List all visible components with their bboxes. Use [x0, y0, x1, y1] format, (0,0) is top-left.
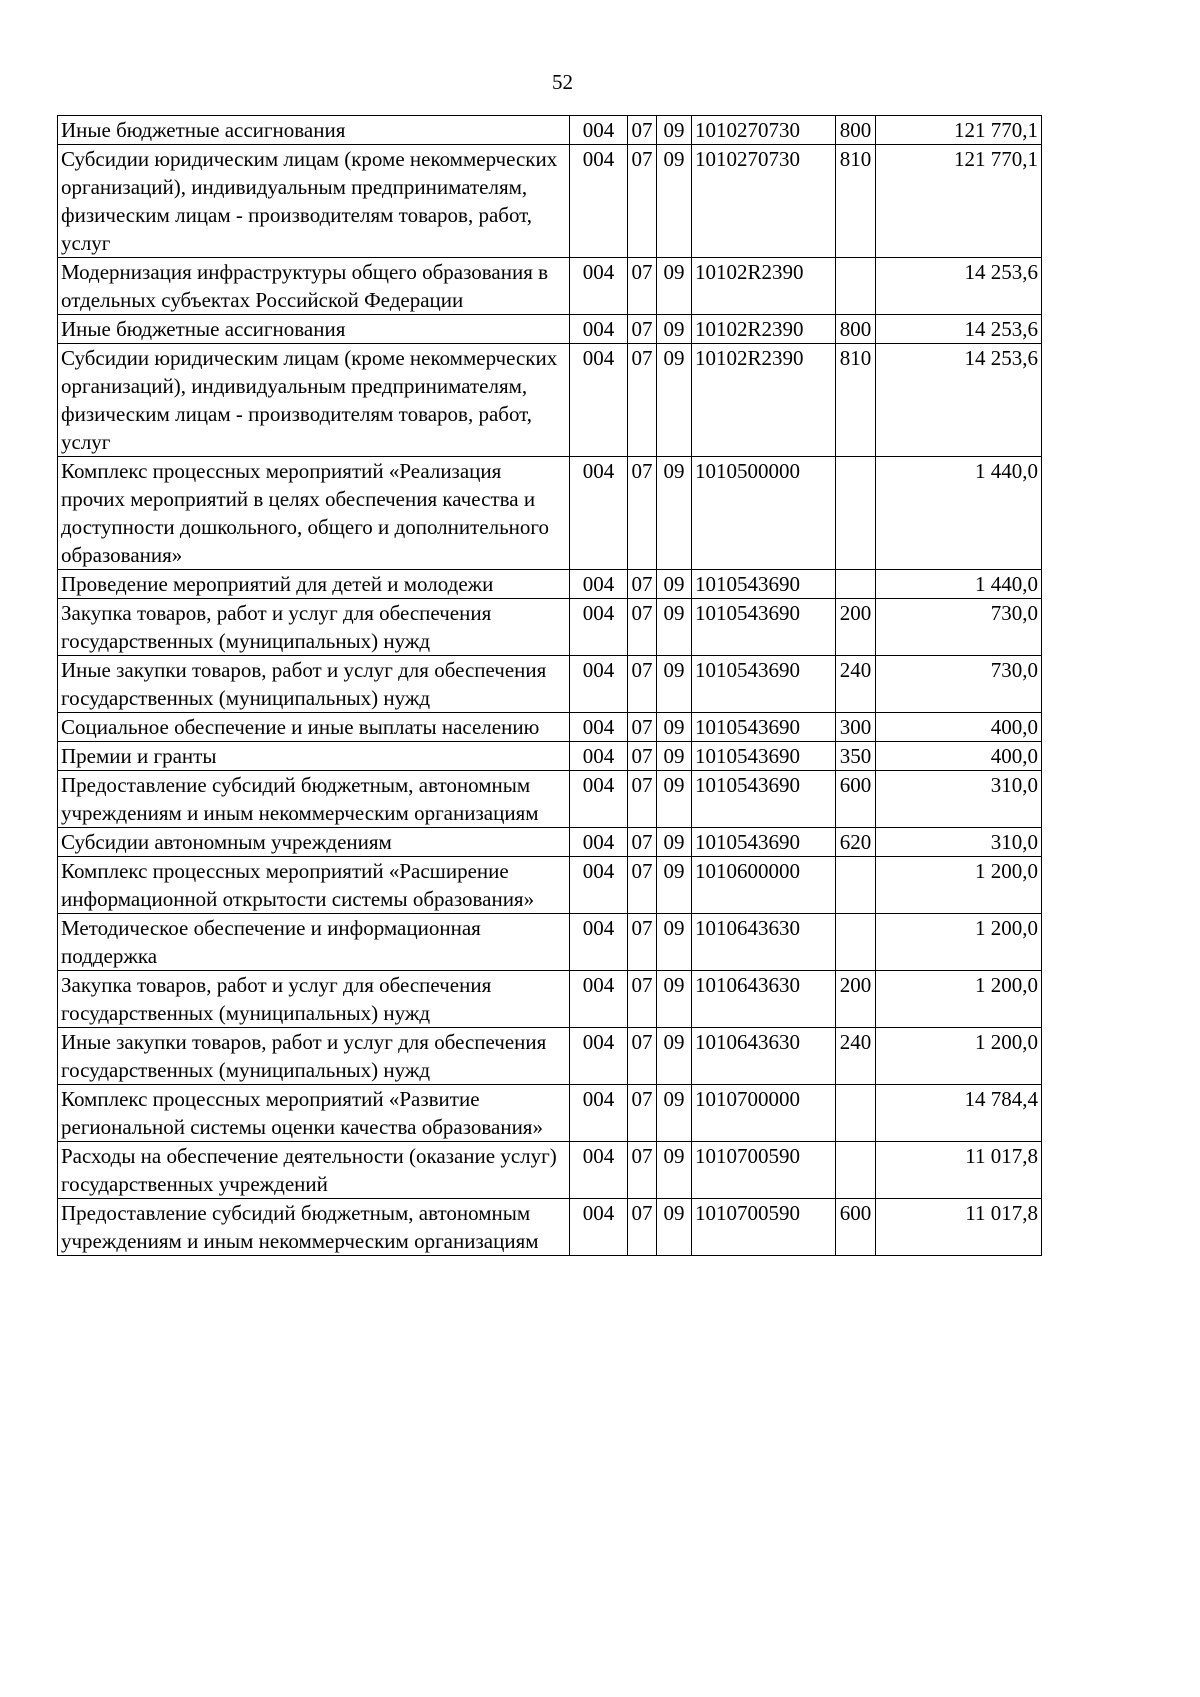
- row-name: Модернизация инфраструктуры общего образования в отдельных субъектах Российской Федерации: [58, 258, 570, 315]
- row-sum: 1 200,0: [876, 914, 1042, 971]
- row-csr: 1010700000: [692, 1085, 836, 1142]
- row-sum: 1 200,0: [876, 857, 1042, 914]
- table-row: [58, 971, 1042, 1028]
- row-pr: 09: [657, 742, 692, 771]
- row-ved: 004: [570, 457, 628, 570]
- row-csr: 1010600000: [692, 857, 836, 914]
- row-sum: 11 017,8: [876, 1199, 1042, 1256]
- row-sum: 14 253,6: [876, 315, 1042, 344]
- row-csr: 10102R2390: [692, 258, 836, 315]
- row-csr: 1010700590: [692, 1199, 836, 1256]
- row-rz: 07: [628, 857, 657, 914]
- row-sum: 730,0: [876, 656, 1042, 713]
- table-row: [58, 771, 1042, 828]
- row-vr: 240: [836, 1028, 876, 1085]
- row-vr: 810: [836, 344, 876, 457]
- row-ved: 004: [570, 828, 628, 857]
- row-name: Иные закупки товаров, работ и услуг для обеспечения государственных (муниципальных) нужд: [58, 656, 570, 713]
- row-pr: 09: [657, 828, 692, 857]
- row-pr: 09: [657, 713, 692, 742]
- row-name: Субсидии автономным учреждениям: [58, 828, 570, 857]
- budget-table: [57, 115, 1042, 1256]
- row-name: Комплекс процессных мероприятий «Реализация прочих мероприятий в целях обеспечения качества и доступности дошкольного, общего и дополнительного образования»: [58, 457, 570, 570]
- row-ved: 004: [570, 742, 628, 771]
- row-name: Методическое обеспечение и информационная поддержка: [58, 914, 570, 971]
- row-name: Закупка товаров, работ и услуг для обеспечения государственных (муниципальных) нужд: [58, 971, 570, 1028]
- row-rz: 07: [628, 116, 657, 145]
- row-sum: 400,0: [876, 742, 1042, 771]
- row-sum: 14 784,4: [876, 1085, 1042, 1142]
- row-csr: 1010543690: [692, 570, 836, 599]
- row-name: Иные закупки товаров, работ и услуг для обеспечения государственных (муниципальных) нужд: [58, 1028, 570, 1085]
- row-vr: 620: [836, 828, 876, 857]
- row-vr: [836, 857, 876, 914]
- row-vr: 200: [836, 599, 876, 656]
- row-pr: 09: [657, 570, 692, 599]
- row-rz: 07: [628, 771, 657, 828]
- table-row: [58, 258, 1042, 315]
- row-pr: 09: [657, 1085, 692, 1142]
- row-sum: 400,0: [876, 713, 1042, 742]
- row-rz: 07: [628, 599, 657, 656]
- page-number: 52: [552, 70, 573, 94]
- budget-table-body: [58, 116, 1042, 1256]
- row-pr: 09: [657, 771, 692, 828]
- row-vr: 800: [836, 116, 876, 145]
- table-row: [58, 315, 1042, 344]
- row-rz: 07: [628, 656, 657, 713]
- table-row: [58, 457, 1042, 570]
- row-vr: 350: [836, 742, 876, 771]
- table-row: [58, 145, 1042, 258]
- row-pr: 09: [657, 656, 692, 713]
- row-ved: 004: [570, 1085, 628, 1142]
- row-sum: 730,0: [876, 599, 1042, 656]
- row-name: Комплекс процессных мероприятий «Развитие региональной системы оценки качества образования»: [58, 1085, 570, 1142]
- row-name: Иные бюджетные ассигнования: [58, 116, 570, 145]
- row-csr: 1010270730: [692, 145, 836, 258]
- row-ved: 004: [570, 315, 628, 344]
- row-sum: 1 440,0: [876, 570, 1042, 599]
- row-sum: 310,0: [876, 828, 1042, 857]
- row-pr: 09: [657, 1142, 692, 1199]
- table-row: [58, 713, 1042, 742]
- row-vr: 600: [836, 771, 876, 828]
- row-ved: 004: [570, 771, 628, 828]
- row-name: Расходы на обеспечение деятельности (оказание услуг) государственных учреждений: [58, 1142, 570, 1199]
- row-name: Проведение мероприятий для детей и молодежи: [58, 570, 570, 599]
- table-row: [58, 1142, 1042, 1199]
- row-name: Субсидии юридическим лицам (кроме некоммерческих организаций), индивидуальным предпринимателям, физическим лицам - производителям товаров, работ, услуг: [58, 344, 570, 457]
- row-pr: 09: [657, 116, 692, 145]
- row-name: Субсидии юридическим лицам (кроме некоммерческих организаций), индивидуальным предпринимателям, физическим лицам - производителям товаров, работ, услуг: [58, 145, 570, 258]
- row-sum: 1 440,0: [876, 457, 1042, 570]
- row-sum: 11 017,8: [876, 1142, 1042, 1199]
- row-csr: 1010643630: [692, 1028, 836, 1085]
- row-ved: 004: [570, 258, 628, 315]
- row-sum: 1 200,0: [876, 971, 1042, 1028]
- row-sum: 14 253,6: [876, 344, 1042, 457]
- row-rz: 07: [628, 1085, 657, 1142]
- row-rz: 07: [628, 457, 657, 570]
- row-sum: 310,0: [876, 771, 1042, 828]
- row-rz: 07: [628, 344, 657, 457]
- table-row: [58, 656, 1042, 713]
- table-row: [58, 1085, 1042, 1142]
- table-row: [58, 344, 1042, 457]
- row-csr: 1010643630: [692, 914, 836, 971]
- row-name: Закупка товаров, работ и услуг для обеспечения государственных (муниципальных) нужд: [58, 599, 570, 656]
- row-name: Социальное обеспечение и иные выплаты населению: [58, 713, 570, 742]
- row-pr: 09: [657, 344, 692, 457]
- row-sum: 1 200,0: [876, 1028, 1042, 1085]
- row-ved: 004: [570, 857, 628, 914]
- row-vr: 800: [836, 315, 876, 344]
- table-row: [58, 1028, 1042, 1085]
- row-csr: 1010543690: [692, 771, 836, 828]
- row-ved: 004: [570, 116, 628, 145]
- row-rz: 07: [628, 570, 657, 599]
- row-vr: 300: [836, 713, 876, 742]
- row-ved: 004: [570, 570, 628, 599]
- row-csr: 1010700590: [692, 1142, 836, 1199]
- row-rz: 07: [628, 315, 657, 344]
- row-csr: 1010543690: [692, 656, 836, 713]
- row-pr: 09: [657, 599, 692, 656]
- row-ved: 004: [570, 145, 628, 258]
- row-sum: 121 770,1: [876, 145, 1042, 258]
- row-csr: 1010270730: [692, 116, 836, 145]
- row-ved: 004: [570, 344, 628, 457]
- row-vr: [836, 457, 876, 570]
- row-ved: 004: [570, 656, 628, 713]
- row-ved: 004: [570, 599, 628, 656]
- row-vr: 200: [836, 971, 876, 1028]
- row-vr: 600: [836, 1199, 876, 1256]
- row-csr: 1010543690: [692, 713, 836, 742]
- row-rz: 07: [628, 1199, 657, 1256]
- table-row: [58, 828, 1042, 857]
- table-row: [58, 914, 1042, 971]
- row-sum: 121 770,1: [876, 116, 1042, 145]
- row-vr: [836, 1142, 876, 1199]
- row-name: Иные бюджетные ассигнования: [58, 315, 570, 344]
- row-rz: 07: [628, 742, 657, 771]
- table-row: [58, 1199, 1042, 1256]
- row-rz: 07: [628, 258, 657, 315]
- row-pr: 09: [657, 914, 692, 971]
- row-csr: 10102R2390: [692, 344, 836, 457]
- row-ved: 004: [570, 1142, 628, 1199]
- row-rz: 07: [628, 1028, 657, 1085]
- row-vr: [836, 914, 876, 971]
- row-csr: 1010543690: [692, 828, 836, 857]
- row-rz: 07: [628, 914, 657, 971]
- row-rz: 07: [628, 1142, 657, 1199]
- row-vr: [836, 258, 876, 315]
- row-csr: 1010543690: [692, 599, 836, 656]
- row-ved: 004: [570, 713, 628, 742]
- table-row: [58, 599, 1042, 656]
- row-vr: [836, 1085, 876, 1142]
- row-ved: 004: [570, 1199, 628, 1256]
- row-pr: 09: [657, 1028, 692, 1085]
- table-row: [58, 857, 1042, 914]
- row-name: Комплекс процессных мероприятий «Расширение информационной открытости системы образования»: [58, 857, 570, 914]
- row-csr: 1010500000: [692, 457, 836, 570]
- row-csr: 1010643630: [692, 971, 836, 1028]
- row-rz: 07: [628, 828, 657, 857]
- row-ved: 004: [570, 914, 628, 971]
- row-pr: 09: [657, 971, 692, 1028]
- row-pr: 09: [657, 1199, 692, 1256]
- row-pr: 09: [657, 145, 692, 258]
- row-sum: 14 253,6: [876, 258, 1042, 315]
- table-row: [58, 116, 1042, 145]
- table-row: [58, 742, 1042, 771]
- row-ved: 004: [570, 971, 628, 1028]
- table-row: [58, 570, 1042, 599]
- row-name: Предоставление субсидий бюджетным, автономным учреждениям и иным некоммерческим организациям: [58, 771, 570, 828]
- row-vr: 240: [836, 656, 876, 713]
- row-name: Предоставление субсидий бюджетным, автономным учреждениям и иным некоммерческим организациям: [58, 1199, 570, 1256]
- row-vr: 810: [836, 145, 876, 258]
- row-ved: 004: [570, 1028, 628, 1085]
- row-pr: 09: [657, 457, 692, 570]
- row-pr: 09: [657, 857, 692, 914]
- row-pr: 09: [657, 258, 692, 315]
- row-rz: 07: [628, 971, 657, 1028]
- row-rz: 07: [628, 145, 657, 258]
- row-vr: [836, 570, 876, 599]
- row-rz: 07: [628, 713, 657, 742]
- row-csr: 10102R2390: [692, 315, 836, 344]
- row-name: Премии и гранты: [58, 742, 570, 771]
- row-pr: 09: [657, 315, 692, 344]
- row-csr: 1010543690: [692, 742, 836, 771]
